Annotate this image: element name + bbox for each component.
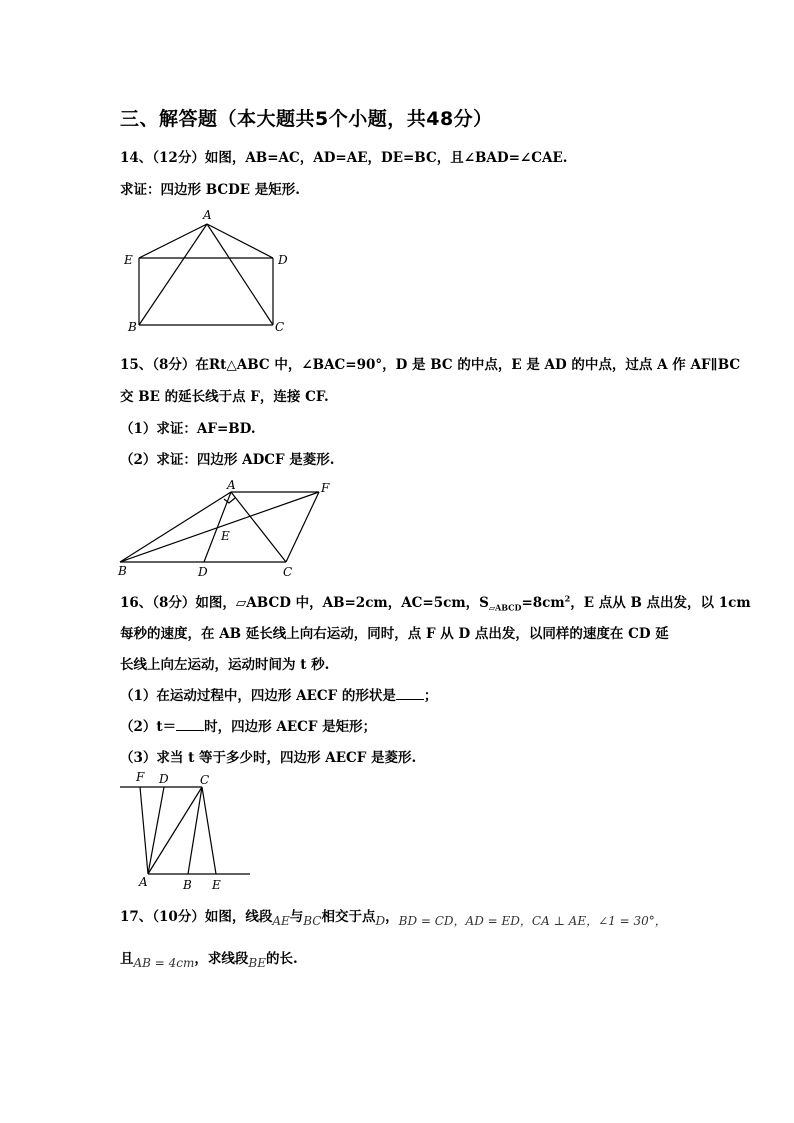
- q17-l2-c: 的长.: [265, 951, 298, 967]
- q17-l1-d: D: [375, 914, 386, 928]
- q14-label-b: B: [128, 320, 137, 334]
- q16-label-d: D: [159, 772, 169, 786]
- q15-label-a: A: [227, 478, 236, 492]
- q17-l1-cond: BD = CD，AD = ED，CA ⊥ AE，∠1 = 30°，: [398, 914, 667, 928]
- q14-label-e: E: [124, 253, 133, 267]
- q14-seg-ac: [207, 224, 273, 325]
- q16-part3: （3）求当 t 等于多少时，四边形 AECF 是菱形.: [120, 750, 417, 766]
- q15-part2: （2）求证：四边形 ADCF 是菱形.: [120, 452, 335, 468]
- q16-seg-cb: [188, 787, 202, 874]
- q17-line2: [120, 947, 298, 970]
- q15-seg-ba: [120, 492, 231, 562]
- q15-label-c: C: [283, 565, 293, 579]
- q15-label-e: E: [221, 529, 230, 543]
- q16-seg-ce: [202, 787, 216, 874]
- q16-figure: [116, 768, 256, 894]
- q16-label-c: C: [200, 773, 210, 787]
- q16-label-a: A: [139, 875, 148, 889]
- q14-label-d: D: [278, 253, 288, 267]
- q16-part1-text: （1）在运动过程中，四边形 AECF 的形状是: [120, 688, 396, 704]
- q16-line1-b: =8cm: [521, 595, 565, 611]
- q17-l2-be: BE: [248, 956, 266, 970]
- q14-seg-ae: [139, 224, 207, 258]
- q17-l2-a: 且: [120, 951, 134, 967]
- q16-part1-end: ；: [423, 688, 438, 704]
- section-title: 三、解答题（本大题共5个小题，共48分）: [120, 108, 493, 130]
- q16-part2-text: （2）t＝: [120, 719, 177, 735]
- q16-part2-end: 时，四边形 AECF 是矩形；: [204, 719, 377, 735]
- q16-line3: 长线上向左运动，运动时间为 t 秒.: [120, 657, 330, 673]
- q16-seg-af: [140, 787, 148, 874]
- q16-area-sub: ▱ABCD: [488, 602, 522, 613]
- q16-part1: [120, 684, 437, 704]
- q17-l2-ab: AB = 4cm: [133, 956, 195, 970]
- q15-seg-ac: [231, 492, 286, 562]
- q16-part1-blank: [396, 687, 424, 700]
- q17-l1-b: 与: [289, 909, 304, 925]
- q15-line2: 交 BE 的延长线于点 F，连接 CF.: [120, 389, 329, 405]
- q16-line1-c: ，E 点从 B 点出发，以 1cm: [570, 595, 751, 611]
- q16-area-sup: 2: [564, 593, 571, 604]
- q16-line1-a: 16、（8分）如图，▱ABCD 中，AB=2cm，AC=5cm，S: [120, 595, 489, 611]
- q14-label-c: C: [275, 320, 285, 334]
- q17-l1-ae: AE: [272, 914, 290, 928]
- q15-seg-bf: [120, 492, 319, 562]
- q17-l2-b: ，求线段: [194, 951, 249, 967]
- q17-l1-bc: BC: [303, 914, 322, 928]
- q17-line1: [120, 905, 667, 928]
- q17-l1-c: 相交于点: [321, 909, 376, 925]
- q17-l1-e: ，: [385, 909, 399, 925]
- q16-line2: 每秒的速度，在 AB 延长线上向右运动，同时，点 F 从 D 点出发，以同样的速度在 CD 延: [120, 626, 669, 642]
- q14-seg-ad: [207, 224, 273, 258]
- q15-label-d: D: [198, 565, 208, 579]
- q16-label-b: B: [183, 878, 192, 892]
- q16-label-e: E: [212, 878, 221, 892]
- q15-figure: [116, 478, 342, 582]
- q15-label-f: F: [321, 481, 330, 495]
- q15-seg-ad: [204, 492, 231, 562]
- q15-part1: （1）求证：AF=BD.: [120, 421, 256, 437]
- q15-right-angle-mark: [224, 498, 235, 503]
- q16-part2: [120, 715, 376, 735]
- q15-label-b: B: [118, 564, 127, 578]
- q17-l1-a: 17、（10分）如图，线段: [120, 909, 273, 925]
- q16-line1: [120, 591, 751, 613]
- q14-line2: 求证：四边形 BCDE 是矩形.: [120, 182, 301, 198]
- q16-label-f: F: [136, 770, 145, 784]
- q14-label-a: A: [203, 208, 212, 222]
- q14-seg-ab: [139, 224, 207, 325]
- q14-line1: 14、（12分）如图，AB=AC，AD=AE，DE=BC，且∠BAD=∠CAE.: [120, 150, 568, 166]
- q16-part2-blank: [176, 718, 204, 731]
- q14-figure: [118, 204, 298, 334]
- q15-line1: 15、（8分）在Rt△ABC 中，∠BAC=90°，D 是 BC 的中点，E 是 AD 的中点，过点 A 作 AF∥BC: [120, 357, 741, 373]
